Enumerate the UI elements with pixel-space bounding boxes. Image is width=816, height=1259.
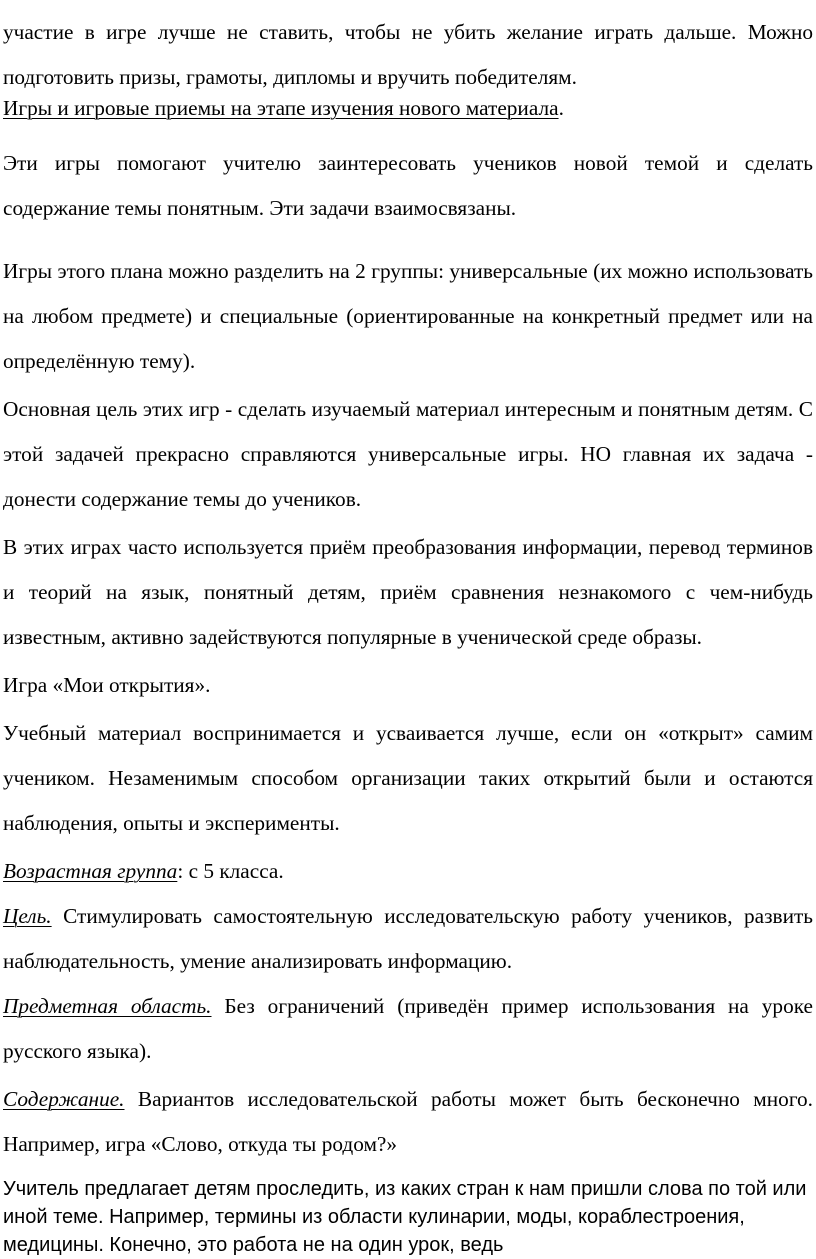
document-page [3, 0, 813, 1259]
section-heading-period: . [558, 96, 564, 120]
game-title: Игра «Мои открытия». [3, 673, 211, 697]
paragraph-main-goal: Основная цель этих игр - сделать изучаемый материал интересным и понятным детям. С этой задачей прекрасно справляются универсальные игры. НО главная их задача - донести содержание темы до учеников. [3, 397, 813, 511]
age-group-line [3, 849, 813, 894]
paragraph-game-groups: Игры этого плана можно разделить на 2 группы: универсальные (их можно использовать на любом предмете) и специальные (ориентированные на конкретный предмет или на определённую тему). [3, 259, 813, 373]
section-heading: Игры и игровые приемы на этапе изучения нового материала [3, 96, 559, 120]
goal-paragraph [3, 894, 813, 984]
age-group-label: Возрастная группа [3, 859, 178, 883]
subject-area-paragraph [3, 984, 813, 1074]
age-group-value: : с 5 класса. [177, 859, 284, 883]
content-paragraph [3, 1077, 813, 1167]
content-label: Содержание. [3, 1087, 125, 1111]
paragraph-techniques: В этих играх часто используется приём преобразования информации, перевод терминов и теорий на язык, понятный детям, приём сравнения незнакомого с чем-нибудь известным, активно задействуются популярные в ученической среде образы. [3, 535, 813, 649]
subject-area-text: Без ограничений (приведён пример использования на уроке русского языка). [3, 994, 814, 1063]
content-text: Вариантов исследовательской работы может быть бесконечно много. Например, игра «Слово, откуда ты родом?» [3, 1087, 813, 1156]
goal-text: Стимулировать самостоятельную исследовательскую работу учеников, развить наблюдательность, умение анализировать информацию. [3, 904, 813, 973]
paragraph-teacher-task: Учитель предлагает детям проследить, из каких стран к нам пришли слова по той или иной теме. Например, термины из области кулинарии, моды, кораблестроения, медицины. Конечно, это работа не на один урок, ведь [3, 1178, 807, 1256]
goal-label: Цель. [3, 904, 52, 928]
subject-area-label: Предметная область. [3, 994, 212, 1018]
paragraph-games-purpose: Эти игры помогают учителю заинтересовать учеников новой темой и сделать содержание темы понятным. Эти задачи взаимосвязаны. [3, 151, 813, 220]
paragraph-prize-note: участие в игре лучше не ставить, чтобы не убить желание играть дальше. Можно подготовить призы, грамоты, дипломы и вручить победителям. [3, 20, 813, 89]
paragraph-discoveries: Учебный материал воспринимается и усваивается лучше, если он «открыт» самим учеником. Незаменимым способом организации таких открытий были и остаются наблюдения, опыты и эксперименты. [3, 721, 813, 835]
section-heading-paragraph [3, 93, 813, 123]
